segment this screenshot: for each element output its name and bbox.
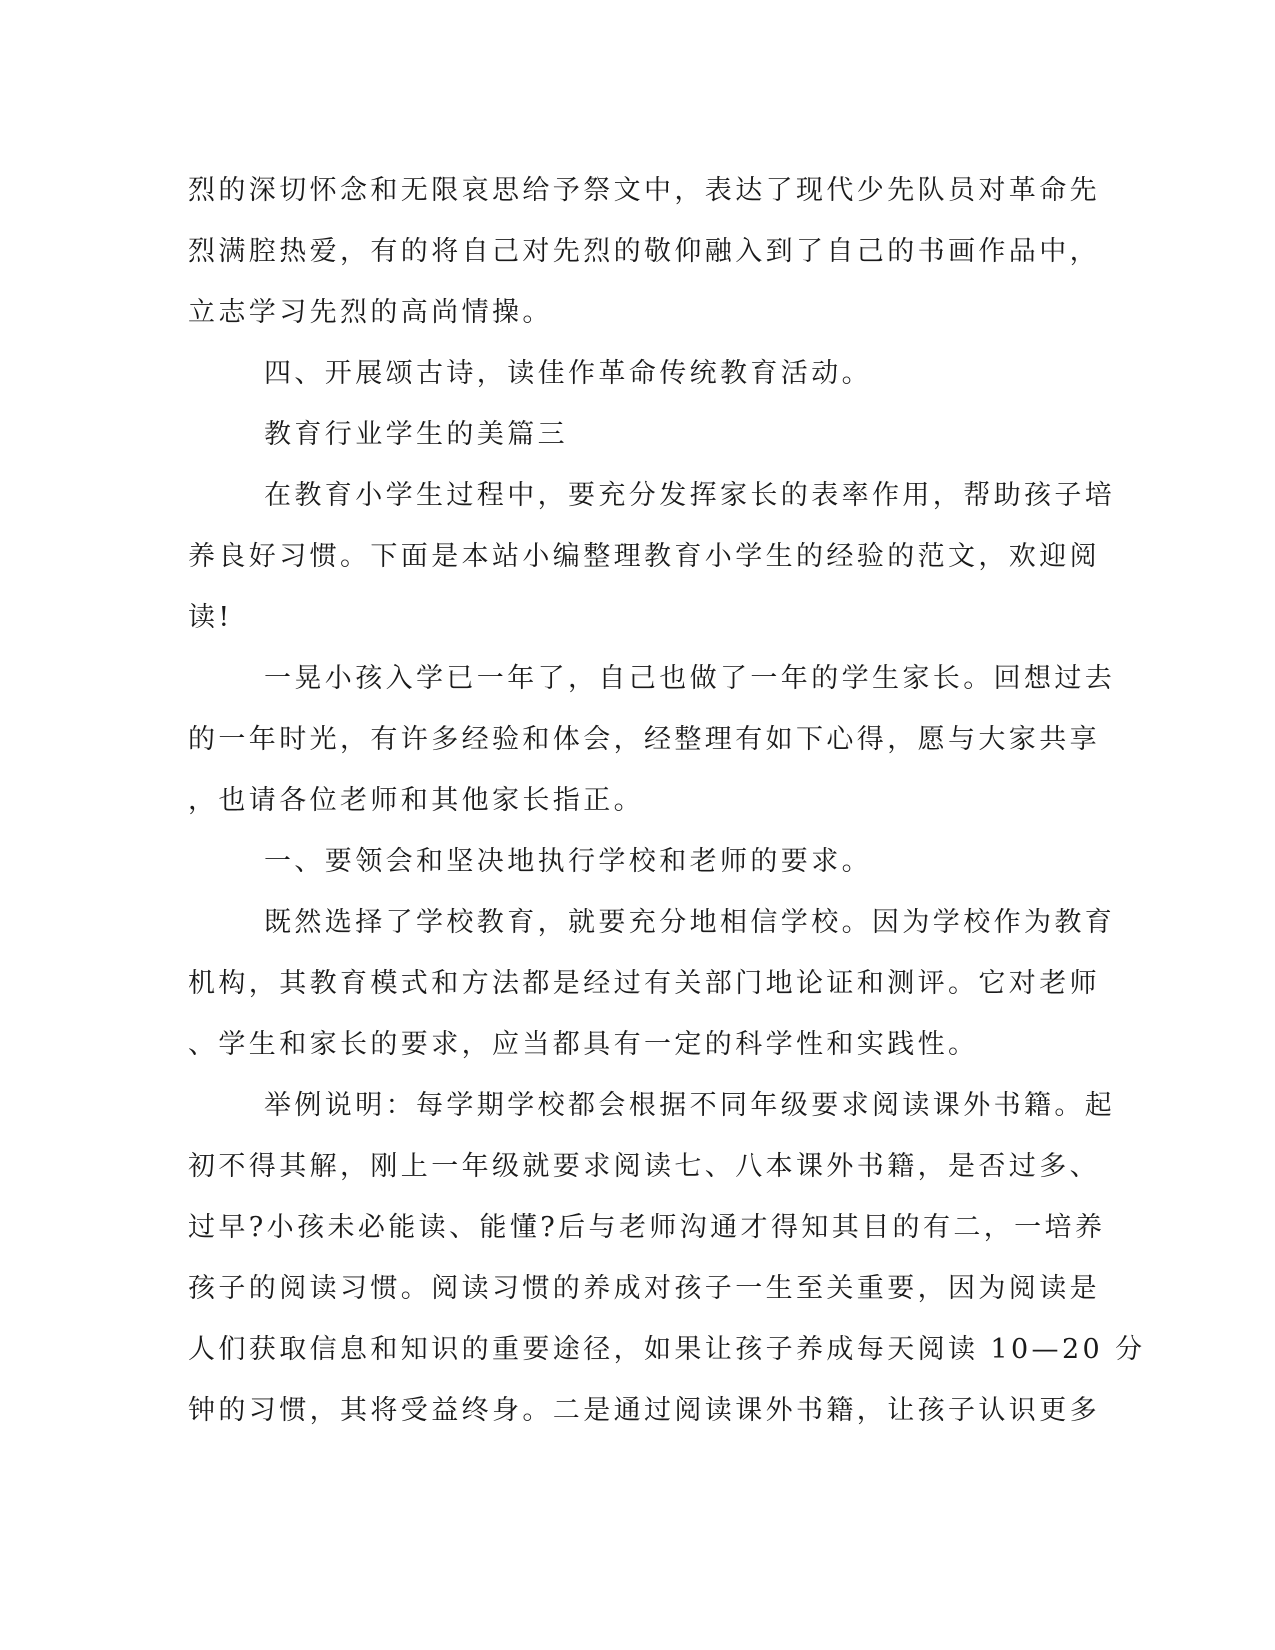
text-line: 养良好习惯。下面是本站小编整理教育小学生的经验的范文，欢迎阅: [188, 541, 1100, 572]
text-line: 、学生和家长的要求，应当都具有一定的科学性和实践性。: [188, 1029, 979, 1060]
text-line: 孩子的阅读习惯。阅读习惯的养成对孩子一生至关重要，因为阅读是: [188, 1273, 1100, 1304]
text-line: 机构，其教育模式和方法都是经过有关部门地论证和测评。它对老师: [188, 968, 1100, 999]
text-line: 初不得其解，刚上一年级就要求阅读七、八本课外书籍，是否过多、: [188, 1151, 1100, 1182]
text-line: 读!: [188, 602, 233, 633]
paragraph-start-line: 一晃小孩入学已一年了，自己也做了一年的学生家长。回想过去: [264, 663, 1116, 694]
article-title: 教育行业学生的美篇三: [264, 419, 568, 450]
paragraph-start-line: 举例说明：每学期学校都会根据不同年级要求阅读课外书籍。起: [264, 1090, 1116, 1121]
text-line: 钟的习惯，其将受益终身。二是通过阅读课外书籍，让孩子认识更多: [188, 1395, 1100, 1426]
text-line: 的一年时光，有许多经验和体会，经整理有如下心得，愿与大家共享: [188, 724, 1100, 755]
document-body: [188, 160, 1146, 1441]
section-heading: 一、要领会和坚决地执行学校和老师的要求。: [264, 846, 872, 877]
paragraph-start-line: 在教育小学生过程中，要充分发挥家长的表率作用，帮助孩子培: [264, 480, 1116, 511]
text-line: 过早?小孩未必能读、能懂?后与老师沟通才得知其目的有二，一培养: [188, 1212, 1106, 1243]
text-line: 立志学习先烈的高尚情操。: [188, 297, 553, 328]
text-line: 烈的深切怀念和无限哀思给予祭文中，表达了现代少先队员对革命先: [188, 175, 1100, 206]
text-line: ，也请各位老师和其他家长指正。: [188, 785, 644, 816]
text-line: 烈满腔热爱，有的将自己对先烈的敬仰融入到了自己的书画作品中，: [188, 236, 1100, 267]
text-line: 人们获取信息和知识的重要途径，如果让孩子养成每天阅读 10—20 分: [188, 1334, 1146, 1365]
paragraph-start-line: 既然选择了学校教育，就要充分地相信学校。因为学校作为教育: [264, 907, 1116, 938]
section-heading: 四、开展颂古诗，读佳作革命传统教育活动。: [264, 358, 872, 389]
